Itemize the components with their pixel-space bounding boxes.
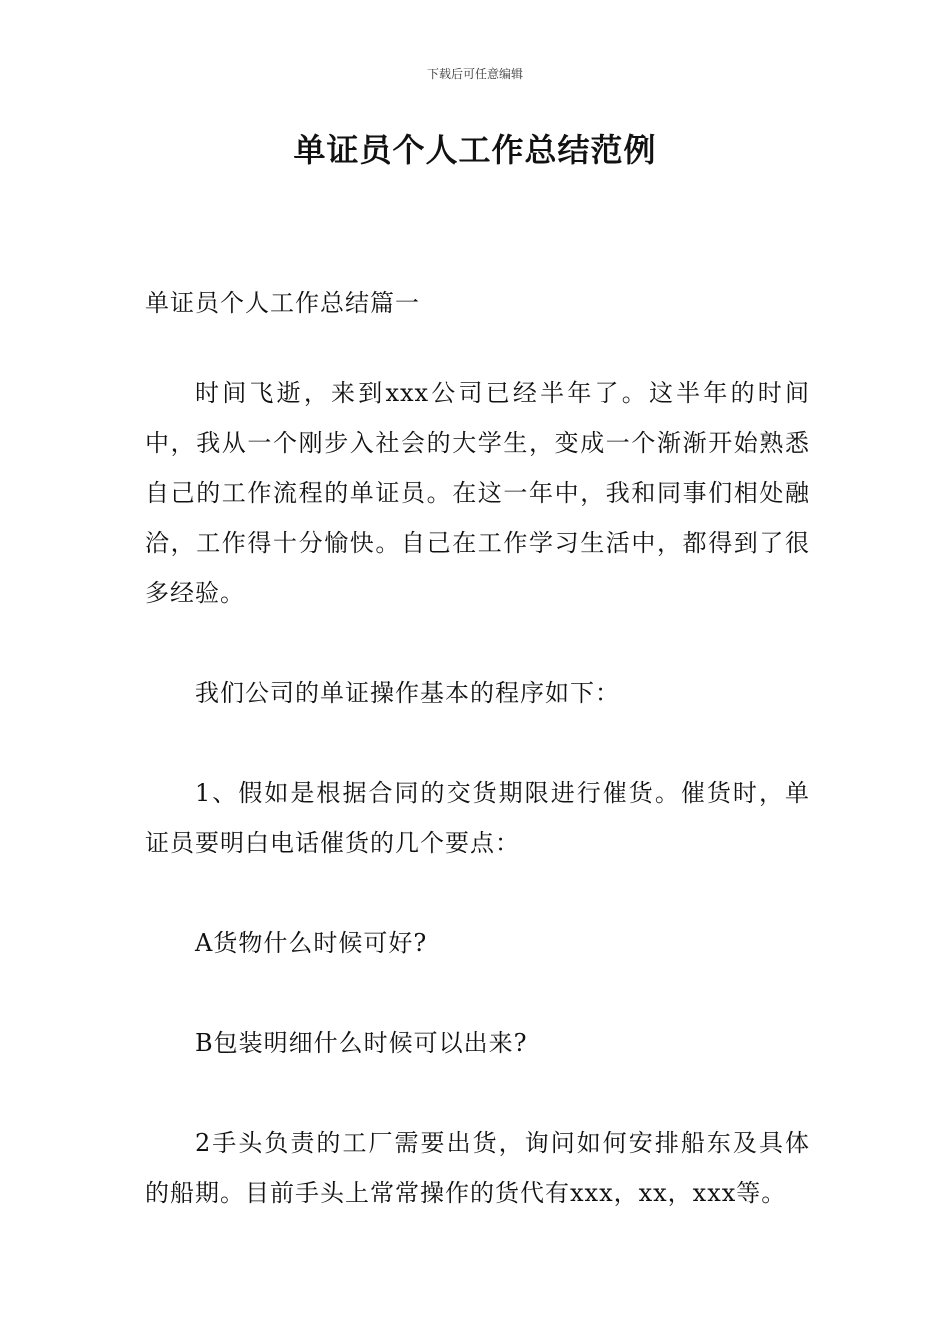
paragraph-point-b: B包装明细什么时候可以出来? xyxy=(195,1029,528,1057)
document-body xyxy=(145,278,810,1268)
paragraph-intro: 时间飞逝，来到xxx公司已经半年了。这半年的时间中，我从一个刚步入社会的大学生，变成一个渐渐开始熟悉自己的工作流程的单证员。在这一年中，我和同事们相处融洽，工作得十分愉快。自己在工作学习生活中，都得到了很多经验。 xyxy=(145,379,810,607)
paragraph-step-2: 2手头负责的工厂需要出货，询问如何安排船东及具体的船期。目前手头上常常操作的货代有xxx，xx，xxx等。 xyxy=(145,1129,810,1207)
header-note: 下载后可任意编辑 xyxy=(426,67,523,81)
paragraph-point-a: A货物什么时候可好? xyxy=(195,929,428,957)
paragraph-step-1: 1、假如是根据合同的交货期限进行催货。催货时，单证员要明白电话催货的几个要点： xyxy=(145,779,810,857)
document-title: 单证员个人工作总结范例 xyxy=(293,131,657,169)
section-heading: 单证员个人工作总结篇一 xyxy=(145,289,420,317)
paragraph-procedure-intro: 我们公司的单证操作基本的程序如下： xyxy=(195,679,620,707)
